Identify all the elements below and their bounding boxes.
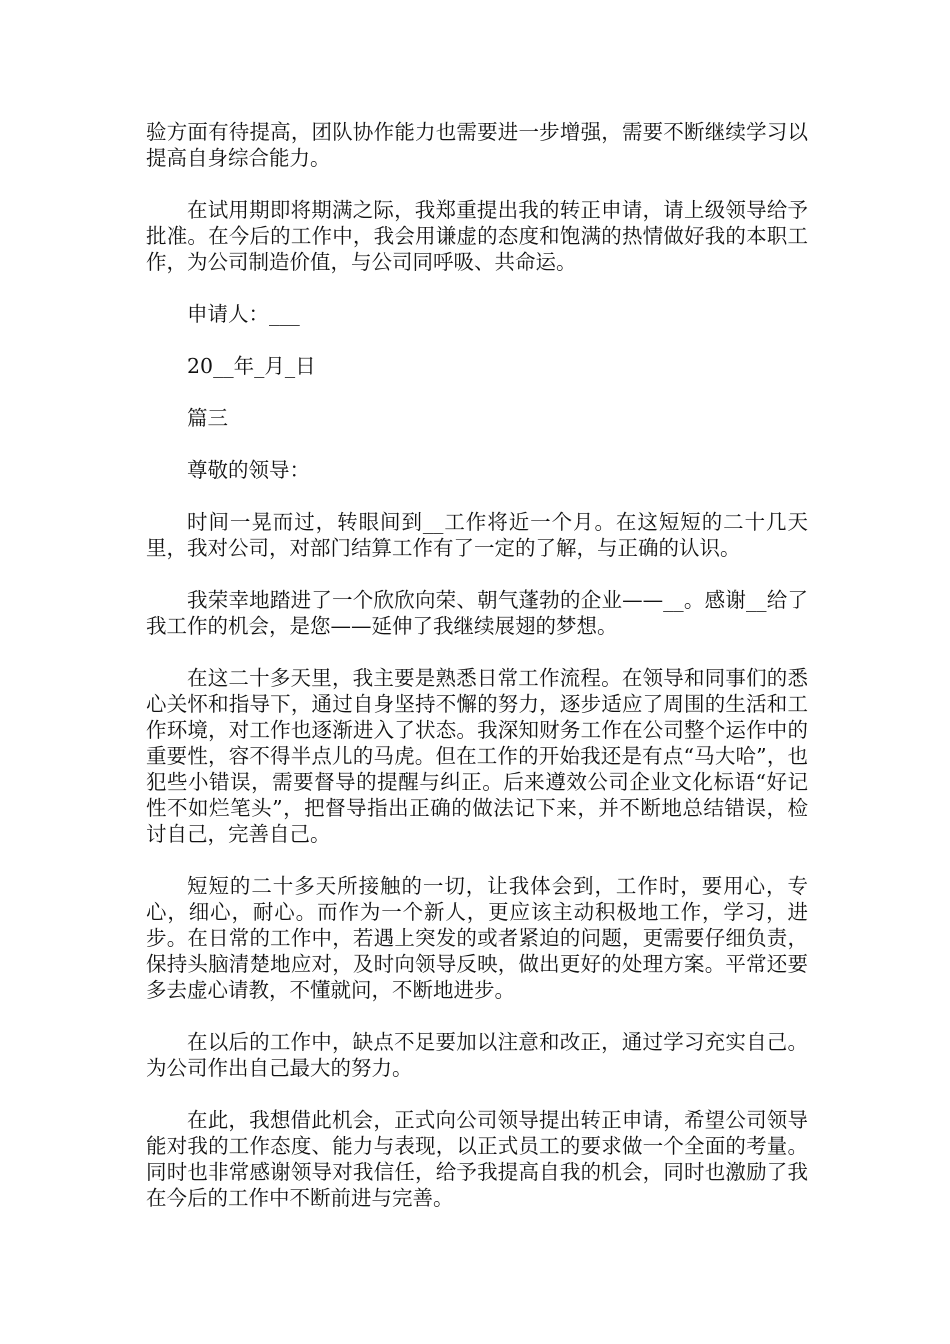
paragraph-continuation: 验方面有待提高，团队协作能力也需要进一步增强，需要不断继续学习以提高自身综合能力。	[146, 120, 808, 170]
paragraph-work-experience: 在这二十多天里，我主要是熟悉日常工作流程。在领导和同事们的悉心关怀和指导下，通过自身坚持不懈的努力，逐步适应了周围的生活和工作环境，对工作也逐渐进入了状态。我深知财务工作在公司整个运作中的重要性，容不得半点儿的马虎。但在工作的开始我还是有点“马大哈”，也犯些小错误，需要督导的提醒与纠正。后来遵效公司企业文化标语“好记性不如烂笔头”，把督导指出正确的做法记下来，并不断地总结错误，检讨自己，完善自己。	[146, 666, 808, 846]
date-line: 20__年_月_日	[187, 354, 316, 378]
applicant-signature-line: 申请人：___	[187, 302, 300, 326]
paragraph-lessons: 短短的二十多天所接触的一切，让我体会到，工作时，要用心，专心，细心，耐心。而作为一个新人，更应该主动积极地工作，学习，进步。在日常的工作中，若遇上突发的或者紧迫的问题，更需要仔细负责，保持头脑清楚地应对，及时向领导反映，做出更好的处理方案。平常还要多去虚心请教，不懂就问，不断地进步。	[146, 874, 808, 1002]
paragraph-closing-request: 在此，我想借此机会，正式向公司领导提出转正申请，希望公司领导能对我的工作态度、能力与表现，以正式员工的要求做一个全面的考量。同时也非常感谢领导对我信任，给予我提高自我的机会，同时也激励了我在今后的工作中不断前进与完善。	[146, 1108, 808, 1210]
section-heading: 篇三	[187, 406, 228, 430]
paragraph-intro: 时间一晃而过，转眼间到__工作将近一个月。在这短短的二十几天里，我对公司，对部门结算工作有了一定的了解，与正确的认识。	[146, 510, 808, 560]
salutation: 尊敬的领导：	[187, 458, 310, 482]
paragraph-improvement: 在以后的工作中，缺点不足要加以注意和改正，通过学习充实自己。为公司作出自己最大的努力。	[146, 1030, 808, 1080]
paragraph-probation-request: 在试用期即将期满之际，我郑重提出我的转正申请，请上级领导给予批准。在今后的工作中，我会用谦虚的态度和饱满的热情做好我的本职工作，为公司制造价值，与公司同呼吸、共命运。	[146, 198, 808, 274]
paragraph-gratitude: 我荣幸地踏进了一个欣欣向荣、朝气蓬勃的企业——__。感谢__给了我工作的机会，是您——延伸了我继续展翅的梦想。	[146, 588, 808, 638]
document-page	[146, 119, 808, 1237]
